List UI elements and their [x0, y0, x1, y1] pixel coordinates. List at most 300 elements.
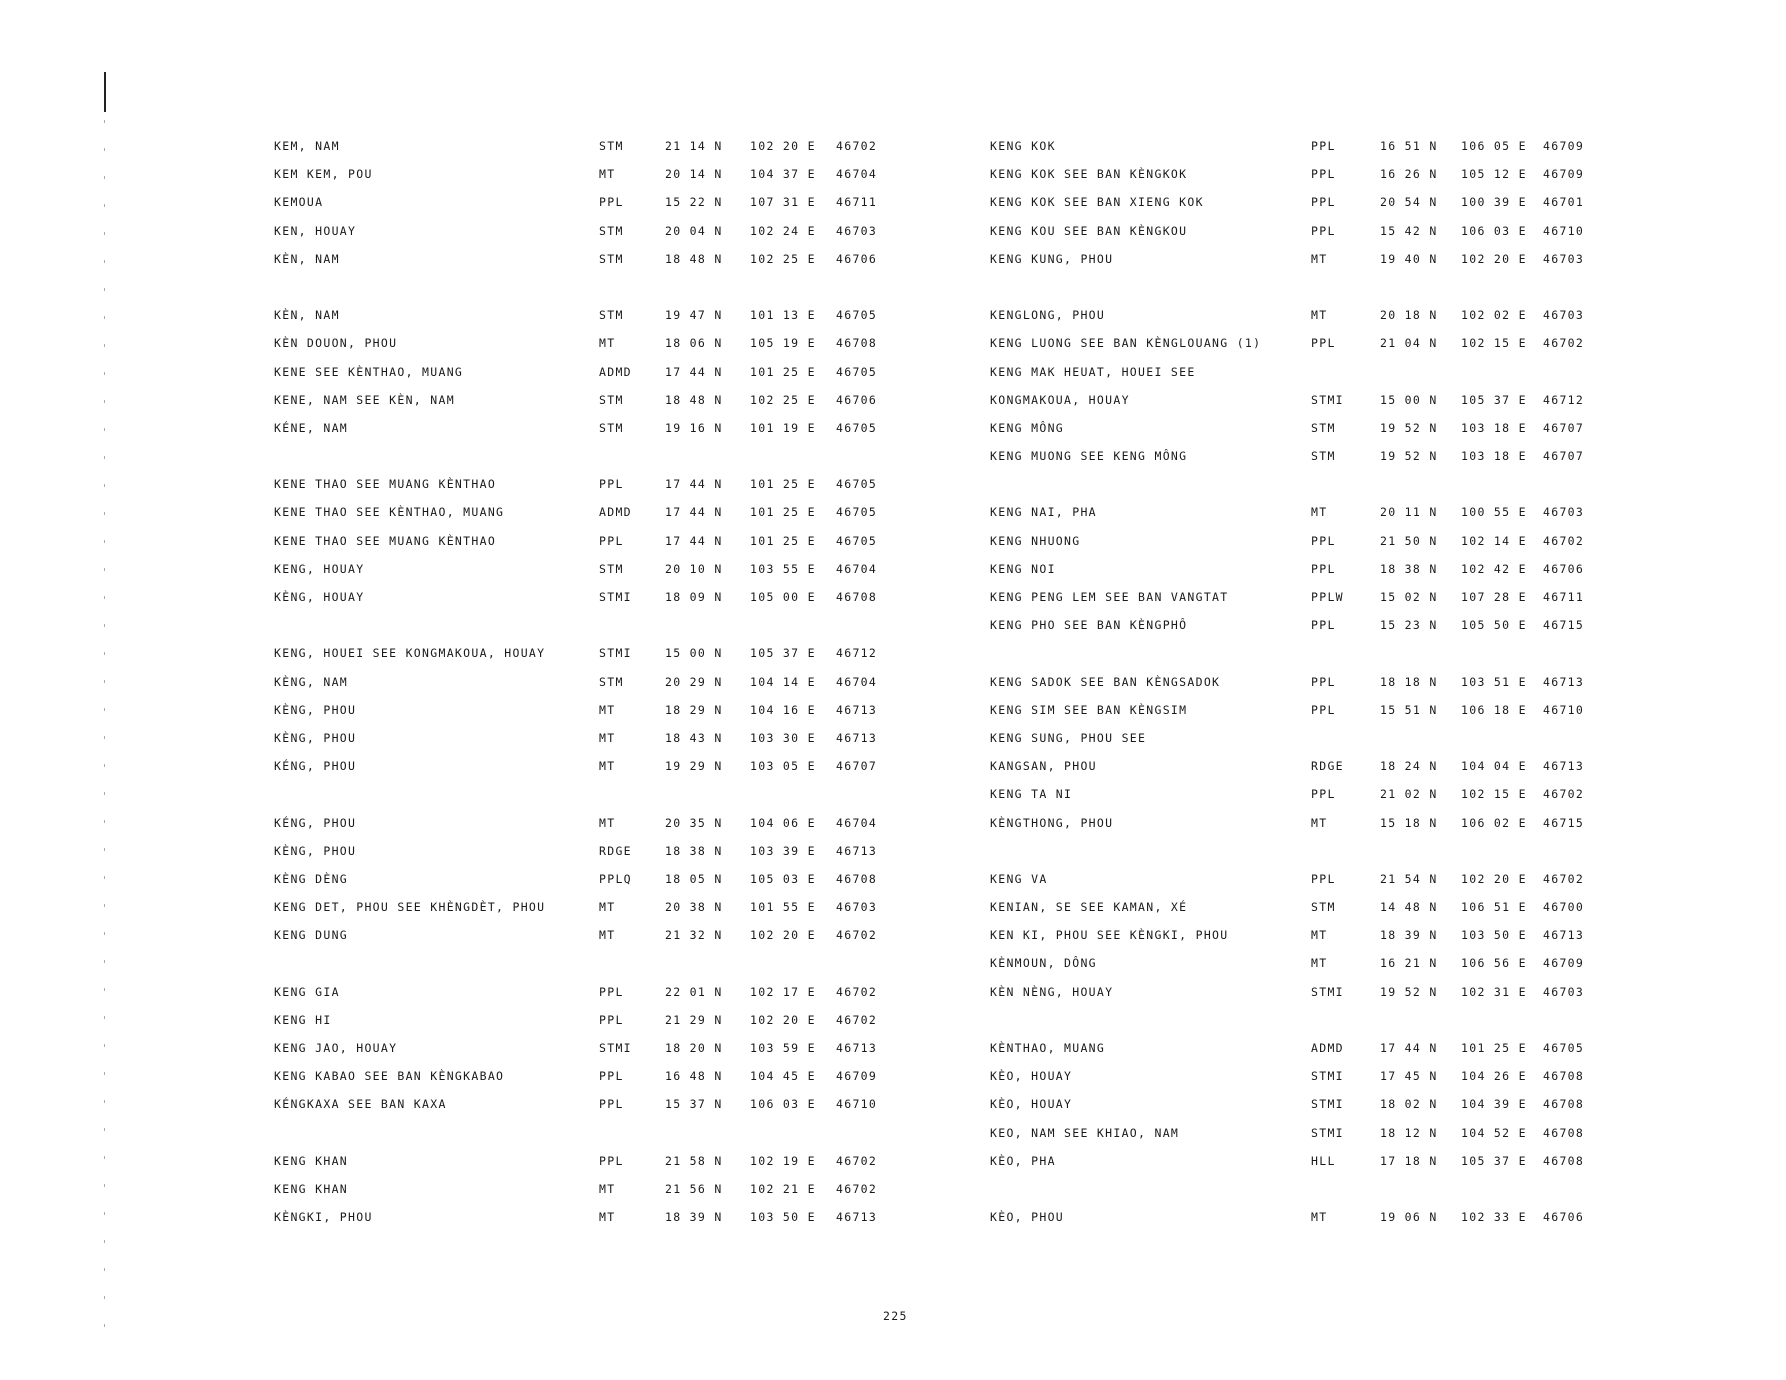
- entry-map-code: 46706: [1543, 561, 1585, 576]
- entry-feature-type: ADMD: [599, 364, 632, 379]
- entry-latitude: 22 01 N: [665, 984, 723, 999]
- entry-longitude: 106 03 E: [1461, 223, 1527, 238]
- entry-longitude: 101 25 E: [1461, 1041, 1527, 1055]
- entry-longitude: 101 25 E: [750, 505, 816, 520]
- entry-name: KÈNG, PHOU: [274, 702, 357, 717]
- entry-name: KÈNG, HOUAY: [274, 590, 365, 604]
- entry-feature-type: MT: [1311, 1210, 1328, 1225]
- entry-longitude: 102 42 E: [1461, 561, 1527, 576]
- entry-latitude: 15 51 N: [1380, 702, 1438, 717]
- entry-map-code: 46702: [1543, 787, 1585, 802]
- entry-map-code: 46713: [836, 730, 878, 745]
- entry-latitude: 18 12 N: [1380, 1125, 1438, 1140]
- entry-feature-type: PPL: [599, 477, 624, 492]
- entry-name: KÈO, HOUAY: [990, 1097, 1073, 1112]
- entry-latitude: 19 52 N: [1380, 984, 1438, 999]
- entry-latitude: 18 48 N: [665, 251, 723, 266]
- entry-latitude: 20 10 N: [665, 561, 723, 576]
- entry-name: KÈNG DÈNG: [274, 871, 349, 886]
- entry-feature-type: PPLW: [1311, 590, 1344, 604]
- entry-name: KÈNGTHONG, PHOU: [990, 815, 1114, 830]
- entry-latitude: 17 44 N: [665, 533, 723, 548]
- entry-name: KÈO, HOUAY: [990, 1069, 1073, 1084]
- entry-name: KÉNG, PHOU: [274, 759, 357, 774]
- entry-feature-type: PPL: [1311, 223, 1336, 238]
- entry-latitude: 18 39 N: [665, 1210, 723, 1225]
- entry-name: KENG HI: [274, 1012, 332, 1027]
- entry-map-code: 46711: [1543, 590, 1585, 604]
- entry-name: KÈNG, PHOU: [274, 843, 357, 858]
- entry-name: KENG KHAN: [274, 1181, 349, 1196]
- entry-longitude: 102 20 E: [1461, 251, 1527, 266]
- entry-map-code: 46703: [1543, 308, 1585, 323]
- entry-name: KENG NOI: [990, 561, 1056, 576]
- entry-latitude: 18 29 N: [665, 702, 723, 717]
- entry-name: KENG DET, PHOU SEE KHÈNGDÈT, PHOU: [274, 900, 546, 915]
- entry-map-code: 46709: [836, 1069, 878, 1084]
- entry-map-code: 46702: [1543, 871, 1585, 886]
- entry-map-code: 46708: [836, 590, 878, 604]
- entry-longitude: 102 25 E: [750, 392, 816, 407]
- entry-name: KENG SUNG, PHOU SEE: [990, 730, 1147, 745]
- entry-longitude: 105 03 E: [750, 871, 816, 886]
- entry-name: KENG KHAN: [274, 1153, 349, 1168]
- entry-latitude: 21 02 N: [1380, 787, 1438, 802]
- entry-map-code: 46703: [1543, 251, 1585, 266]
- entry-latitude: 15 22 N: [665, 195, 723, 210]
- entry-latitude: 15 23 N: [1380, 618, 1438, 633]
- entry-map-code: 46709: [1543, 167, 1585, 182]
- entry-longitude: 106 03 E: [750, 1097, 816, 1112]
- entry-name: KENG KOK SEE BAN XIENG KOK: [990, 195, 1204, 210]
- entry-latitude: 20 14 N: [665, 167, 723, 182]
- entry-name: KENG DUNG: [274, 928, 349, 943]
- entry-map-code: 46704: [836, 561, 878, 576]
- entry-name: KENG NHUONG: [990, 533, 1081, 548]
- entry-longitude: 104 37 E: [750, 167, 816, 182]
- entry-map-code: 46713: [836, 702, 878, 717]
- entry-name: KENE THAO SEE MUANG KÈNTHAO: [274, 533, 497, 548]
- entry-name: KONGMAKOUA, HOUAY: [990, 392, 1130, 407]
- entry-map-code: 46706: [836, 392, 878, 407]
- entry-feature-type: PPL: [599, 984, 624, 999]
- entry-longitude: 102 24 E: [750, 223, 816, 238]
- entry-name: KÈNGKI, PHOU: [274, 1210, 373, 1225]
- entry-map-code: 46715: [1543, 618, 1585, 633]
- entry-latitude: 21 56 N: [665, 1181, 723, 1196]
- entry-map-code: 46715: [1543, 815, 1585, 830]
- entry-longitude: 106 18 E: [1461, 702, 1527, 717]
- entry-feature-type: MT: [599, 336, 616, 351]
- entry-latitude: 17 44 N: [1380, 1041, 1438, 1055]
- entry-name: KENG SADOK SEE BAN KÈNGSADOK: [990, 674, 1221, 689]
- entry-longitude: 106 02 E: [1461, 815, 1527, 830]
- entry-name: KÉNE, NAM: [274, 420, 349, 435]
- entry-feature-type: STM: [599, 223, 624, 238]
- entry-name: KEM KEM, POU: [274, 167, 373, 182]
- entry-longitude: 102 20 E: [750, 139, 816, 153]
- entry-longitude: 104 52 E: [1461, 1125, 1527, 1140]
- entry-longitude: 105 50 E: [1461, 618, 1527, 633]
- entry-map-code: 46713: [1543, 759, 1585, 774]
- entry-feature-type: MT: [1311, 505, 1328, 520]
- entry-latitude: 18 06 N: [665, 336, 723, 351]
- entry-map-code: 46702: [1543, 533, 1585, 548]
- entry-name: KENG, HOUAY: [274, 561, 365, 576]
- entry-latitude: 19 06 N: [1380, 1210, 1438, 1225]
- entry-feature-type: STM: [599, 392, 624, 407]
- entry-feature-type: MT: [599, 167, 616, 182]
- entry-name: KÉNGKAXA SEE BAN KAXA: [274, 1097, 447, 1112]
- entry-map-code: 46707: [1543, 449, 1585, 464]
- entry-longitude: 100 55 E: [1461, 505, 1527, 520]
- entry-latitude: 21 50 N: [1380, 533, 1438, 548]
- entry-name: KEM, NAM: [274, 139, 340, 153]
- entry-feature-type: MT: [1311, 956, 1328, 971]
- entry-latitude: 15 00 N: [1380, 392, 1438, 407]
- entry-longitude: 103 05 E: [750, 759, 816, 774]
- entry-name: KENE THAO SEE MUANG KÈNTHAO: [274, 477, 497, 492]
- entry-name: KENE, NAM SEE KÈN, NAM: [274, 392, 455, 407]
- entry-map-code: 46705: [836, 505, 878, 520]
- entry-map-code: 46709: [1543, 139, 1585, 153]
- entry-longitude: 104 39 E: [1461, 1097, 1527, 1112]
- entry-map-code: 46713: [1543, 674, 1585, 689]
- entry-latitude: 18 39 N: [1380, 928, 1438, 943]
- entry-name: KENG, HOUEI SEE KONGMAKOUA, HOUAY: [274, 646, 546, 661]
- entry-latitude: 16 21 N: [1380, 956, 1438, 971]
- entry-latitude: 15 18 N: [1380, 815, 1438, 830]
- entry-name: KÈO, PHA: [990, 1153, 1056, 1168]
- entry-longitude: 104 45 E: [750, 1069, 816, 1084]
- entry-map-code: 46705: [1543, 1041, 1585, 1055]
- entry-longitude: 103 18 E: [1461, 449, 1527, 464]
- entry-latitude: 15 37 N: [665, 1097, 723, 1112]
- entry-latitude: 19 40 N: [1380, 251, 1438, 266]
- entry-feature-type: STMI: [1311, 392, 1344, 407]
- entry-feature-type: MT: [599, 1181, 616, 1196]
- entry-feature-type: MT: [599, 759, 616, 774]
- entry-longitude: 105 37 E: [1461, 392, 1527, 407]
- entry-latitude: 20 11 N: [1380, 505, 1438, 520]
- entry-map-code: 46708: [836, 871, 878, 886]
- entry-longitude: 103 30 E: [750, 730, 816, 745]
- entry-map-code: 46708: [1543, 1125, 1585, 1140]
- entry-map-code: 46713: [1543, 928, 1585, 943]
- entry-name: KENG GIA: [274, 984, 340, 999]
- entry-latitude: 19 52 N: [1380, 449, 1438, 464]
- entry-longitude: 103 51 E: [1461, 674, 1527, 689]
- entry-longitude: 100 39 E: [1461, 195, 1527, 210]
- entry-latitude: 18 18 N: [1380, 674, 1438, 689]
- entry-longitude: 102 17 E: [750, 984, 816, 999]
- entry-feature-type: PPL: [599, 533, 624, 548]
- entry-latitude: 18 02 N: [1380, 1097, 1438, 1112]
- entry-feature-type: STM: [599, 674, 624, 689]
- entry-map-code: 46703: [1543, 505, 1585, 520]
- entry-longitude: 103 55 E: [750, 561, 816, 576]
- entry-name: KÈN DOUON, PHOU: [274, 336, 398, 351]
- entry-latitude: 17 44 N: [665, 505, 723, 520]
- entry-latitude: 18 20 N: [665, 1041, 723, 1055]
- entry-name: KENG PHO SEE BAN KÈNGPHÔ: [990, 618, 1188, 633]
- entry-latitude: 18 38 N: [1380, 561, 1438, 576]
- entry-longitude: 102 31 E: [1461, 984, 1527, 999]
- entry-map-code: 46705: [836, 364, 878, 379]
- entry-feature-type: RDGE: [599, 843, 632, 858]
- entry-map-code: 46702: [1543, 336, 1585, 351]
- entry-longitude: 102 33 E: [1461, 1210, 1527, 1225]
- entry-longitude: 101 19 E: [750, 420, 816, 435]
- entry-map-code: 46709: [1543, 956, 1585, 971]
- entry-name: KENG PENG LEM SEE BAN VANGTAT: [990, 590, 1229, 604]
- entry-longitude: 102 20 E: [750, 928, 816, 943]
- entry-map-code: 46701: [1543, 195, 1585, 210]
- entry-latitude: 21 32 N: [665, 928, 723, 943]
- entry-latitude: 20 35 N: [665, 815, 723, 830]
- entry-longitude: 101 25 E: [750, 364, 816, 379]
- entry-feature-type: ADMD: [599, 505, 632, 520]
- entry-longitude: 102 25 E: [750, 251, 816, 266]
- entry-latitude: 18 09 N: [665, 590, 723, 604]
- entry-feature-type: MT: [599, 928, 616, 943]
- binding-margin: [104, 120, 105, 1340]
- entry-map-code: 46702: [836, 984, 878, 999]
- entry-name: KANGSAN, PHOU: [990, 759, 1097, 774]
- entry-longitude: 103 50 E: [750, 1210, 816, 1225]
- entry-longitude: 103 18 E: [1461, 420, 1527, 435]
- entry-feature-type: PPLQ: [599, 871, 632, 886]
- entry-feature-type: PPL: [599, 1012, 624, 1027]
- entry-name: KENG KABAO SEE BAN KÈNGKABAO: [274, 1069, 505, 1084]
- entry-name: KEMOUA: [274, 195, 324, 210]
- entry-name: KENG MAK HEUAT, HOUEI SEE: [990, 364, 1196, 379]
- entry-latitude: 17 44 N: [665, 364, 723, 379]
- entry-longitude: 107 31 E: [750, 195, 816, 210]
- entry-longitude: 102 14 E: [1461, 533, 1527, 548]
- entry-latitude: 20 54 N: [1380, 195, 1438, 210]
- entry-name: KENG KOU SEE BAN KÈNGKOU: [990, 223, 1188, 238]
- entry-longitude: 105 19 E: [750, 336, 816, 351]
- entry-feature-type: PPL: [1311, 787, 1336, 802]
- entry-longitude: 103 39 E: [750, 843, 816, 858]
- entry-longitude: 104 26 E: [1461, 1069, 1527, 1084]
- entry-latitude: 20 18 N: [1380, 308, 1438, 323]
- entry-name: KÈN NÈNG, HOUAY: [990, 984, 1114, 999]
- entry-map-code: 46708: [1543, 1097, 1585, 1112]
- entry-name: KEN KI, PHOU SEE KÈNGKI, PHOU: [990, 928, 1229, 943]
- entry-name: KENG KOK SEE BAN KÈNGKOK: [990, 167, 1188, 182]
- entry-name: KÈN, NAM: [274, 308, 340, 323]
- entry-feature-type: STM: [599, 561, 624, 576]
- entry-feature-type: PPL: [1311, 618, 1336, 633]
- entry-latitude: 18 43 N: [665, 730, 723, 745]
- entry-feature-type: STMI: [1311, 1097, 1344, 1112]
- entry-map-code: 46710: [836, 1097, 878, 1112]
- entry-longitude: 102 19 E: [750, 1153, 816, 1168]
- entry-name: KÉNG, PHOU: [274, 815, 357, 830]
- entry-map-code: 46700: [1543, 900, 1585, 915]
- entry-name: KÈN, NAM: [274, 251, 340, 266]
- entry-longitude: 102 02 E: [1461, 308, 1527, 323]
- entry-feature-type: RDGE: [1311, 759, 1344, 774]
- entry-latitude: 16 48 N: [665, 1069, 723, 1084]
- entry-map-code: 46702: [836, 1181, 878, 1196]
- entry-map-code: 46707: [836, 759, 878, 774]
- entry-map-code: 46712: [836, 646, 878, 661]
- entry-feature-type: HLL: [1311, 1153, 1336, 1168]
- entry-latitude: 18 24 N: [1380, 759, 1438, 774]
- entry-map-code: 46707: [1543, 420, 1585, 435]
- margin-rule: [104, 72, 106, 112]
- entry-latitude: 18 05 N: [665, 871, 723, 886]
- entry-map-code: 46712: [1543, 392, 1585, 407]
- entry-longitude: 102 15 E: [1461, 787, 1527, 802]
- page-number: 225: [883, 1309, 908, 1323]
- entry-longitude: 102 20 E: [1461, 871, 1527, 886]
- entry-map-code: 46705: [836, 308, 878, 323]
- entry-feature-type: STMI: [599, 646, 632, 661]
- entry-longitude: 104 06 E: [750, 815, 816, 830]
- entry-latitude: 19 52 N: [1380, 420, 1438, 435]
- entry-name: KÈNG, PHOU: [274, 730, 357, 745]
- entry-map-code: 46708: [1543, 1153, 1585, 1168]
- entry-longitude: 103 59 E: [750, 1041, 816, 1055]
- entry-map-code: 46702: [836, 139, 878, 153]
- entry-feature-type: PPL: [1311, 674, 1336, 689]
- entry-feature-type: MT: [599, 900, 616, 915]
- entry-map-code: 46702: [836, 1012, 878, 1027]
- entry-longitude: 106 56 E: [1461, 956, 1527, 971]
- entry-latitude: 17 45 N: [1380, 1069, 1438, 1084]
- entry-latitude: 21 14 N: [665, 139, 723, 153]
- entry-feature-type: MT: [599, 730, 616, 745]
- entry-feature-type: PPL: [1311, 702, 1336, 717]
- entry-longitude: 107 28 E: [1461, 590, 1527, 604]
- entry-latitude: 15 02 N: [1380, 590, 1438, 604]
- entry-latitude: 21 29 N: [665, 1012, 723, 1027]
- entry-feature-type: STM: [599, 420, 624, 435]
- entry-feature-type: STMI: [1311, 1125, 1344, 1140]
- entry-feature-type: PPL: [599, 1069, 624, 1084]
- entry-feature-type: STM: [599, 139, 624, 153]
- entry-feature-type: PPL: [1311, 336, 1336, 351]
- entry-feature-type: PPL: [1311, 561, 1336, 576]
- entry-feature-type: PPL: [1311, 195, 1336, 210]
- entry-longitude: 105 37 E: [750, 646, 816, 661]
- entry-longitude: 103 50 E: [1461, 928, 1527, 943]
- entry-longitude: 104 14 E: [750, 674, 816, 689]
- entry-feature-type: STM: [599, 251, 624, 266]
- entry-latitude: 20 29 N: [665, 674, 723, 689]
- entry-map-code: 46706: [1543, 1210, 1585, 1225]
- entry-map-code: 46710: [1543, 223, 1585, 238]
- entry-feature-type: STM: [1311, 449, 1336, 464]
- entry-latitude: 14 48 N: [1380, 900, 1438, 915]
- entry-name: KÈO, PHOU: [990, 1210, 1065, 1225]
- entry-feature-type: PPL: [1311, 871, 1336, 886]
- entry-latitude: 16 51 N: [1380, 139, 1438, 153]
- entry-feature-type: MT: [599, 1210, 616, 1225]
- entry-longitude: 104 16 E: [750, 702, 816, 717]
- entry-map-code: 46710: [1543, 702, 1585, 717]
- entry-map-code: 46711: [836, 195, 878, 210]
- entry-name: KEO, NAM SEE KHIAO, NAM: [990, 1125, 1180, 1140]
- entry-longitude: 102 21 E: [750, 1181, 816, 1196]
- entry-longitude: 102 15 E: [1461, 336, 1527, 351]
- entry-name: KENG TA NI: [990, 787, 1073, 802]
- entry-map-code: 46704: [836, 674, 878, 689]
- entry-map-code: 46706: [836, 251, 878, 266]
- entry-longitude: 105 12 E: [1461, 167, 1527, 182]
- entry-map-code: 46713: [836, 843, 878, 858]
- entry-longitude: 101 55 E: [750, 900, 816, 915]
- entry-latitude: 19 47 N: [665, 308, 723, 323]
- entry-name: KEN, HOUAY: [274, 223, 357, 238]
- entry-latitude: 15 00 N: [665, 646, 723, 661]
- entry-map-code: 46705: [836, 477, 878, 492]
- entry-latitude: 21 54 N: [1380, 871, 1438, 886]
- entry-feature-type: PPL: [599, 1097, 624, 1112]
- entry-longitude: 105 00 E: [750, 590, 816, 604]
- entry-feature-type: PPL: [599, 1153, 624, 1168]
- entry-feature-type: MT: [1311, 308, 1328, 323]
- entry-map-code: 46704: [836, 167, 878, 182]
- entry-latitude: 18 48 N: [665, 392, 723, 407]
- entry-map-code: 46702: [836, 1153, 878, 1168]
- entry-map-code: 46703: [836, 900, 878, 915]
- entry-name: KENE SEE KÈNTHAO, MUANG: [274, 364, 464, 379]
- entry-feature-type: MT: [1311, 815, 1328, 830]
- entry-feature-type: STM: [1311, 900, 1336, 915]
- entry-latitude: 21 04 N: [1380, 336, 1438, 351]
- entry-name: KÈNTHAO, MUANG: [990, 1041, 1106, 1055]
- entry-name: KENG LUONG SEE BAN KÈNGLOUANG (1): [990, 336, 1262, 351]
- entry-map-code: 46708: [836, 336, 878, 351]
- entry-name: KENE THAO SEE KÈNTHAO, MUANG: [274, 505, 505, 520]
- entry-name: KENG JAO, HOUAY: [274, 1041, 398, 1055]
- entry-map-code: 46708: [1543, 1069, 1585, 1084]
- entry-longitude: 106 05 E: [1461, 139, 1527, 153]
- entry-map-code: 46713: [836, 1210, 878, 1225]
- entry-longitude: 104 04 E: [1461, 759, 1527, 774]
- entry-map-code: 46713: [836, 1041, 878, 1055]
- entry-feature-type: STM: [599, 308, 624, 323]
- entry-latitude: 21 58 N: [665, 1153, 723, 1168]
- entry-name: KENG MÔNG: [990, 420, 1065, 435]
- entry-map-code: 46705: [836, 420, 878, 435]
- entry-name: KÈNG, NAM: [274, 674, 349, 689]
- entry-map-code: 46703: [1543, 984, 1585, 999]
- entry-name: KENG KOK: [990, 139, 1056, 153]
- entry-feature-type: MT: [599, 815, 616, 830]
- entry-latitude: 20 04 N: [665, 223, 723, 238]
- entry-map-code: 46703: [836, 223, 878, 238]
- entry-feature-type: STM: [1311, 420, 1336, 435]
- entry-latitude: 19 29 N: [665, 759, 723, 774]
- entry-name: KÈNMOUN, DÔNG: [990, 956, 1097, 971]
- entry-longitude: 101 13 E: [750, 308, 816, 323]
- entry-latitude: 16 26 N: [1380, 167, 1438, 182]
- entry-latitude: 20 38 N: [665, 900, 723, 915]
- entry-name: KENIAN, SE SEE KAMAN, XÉ: [990, 900, 1188, 915]
- entry-longitude: 101 25 E: [750, 477, 816, 492]
- entry-latitude: 17 44 N: [665, 477, 723, 492]
- entry-feature-type: PPL: [1311, 139, 1336, 153]
- entry-feature-type: MT: [599, 702, 616, 717]
- entry-latitude: 17 18 N: [1380, 1153, 1438, 1168]
- entry-longitude: 105 37 E: [1461, 1153, 1527, 1168]
